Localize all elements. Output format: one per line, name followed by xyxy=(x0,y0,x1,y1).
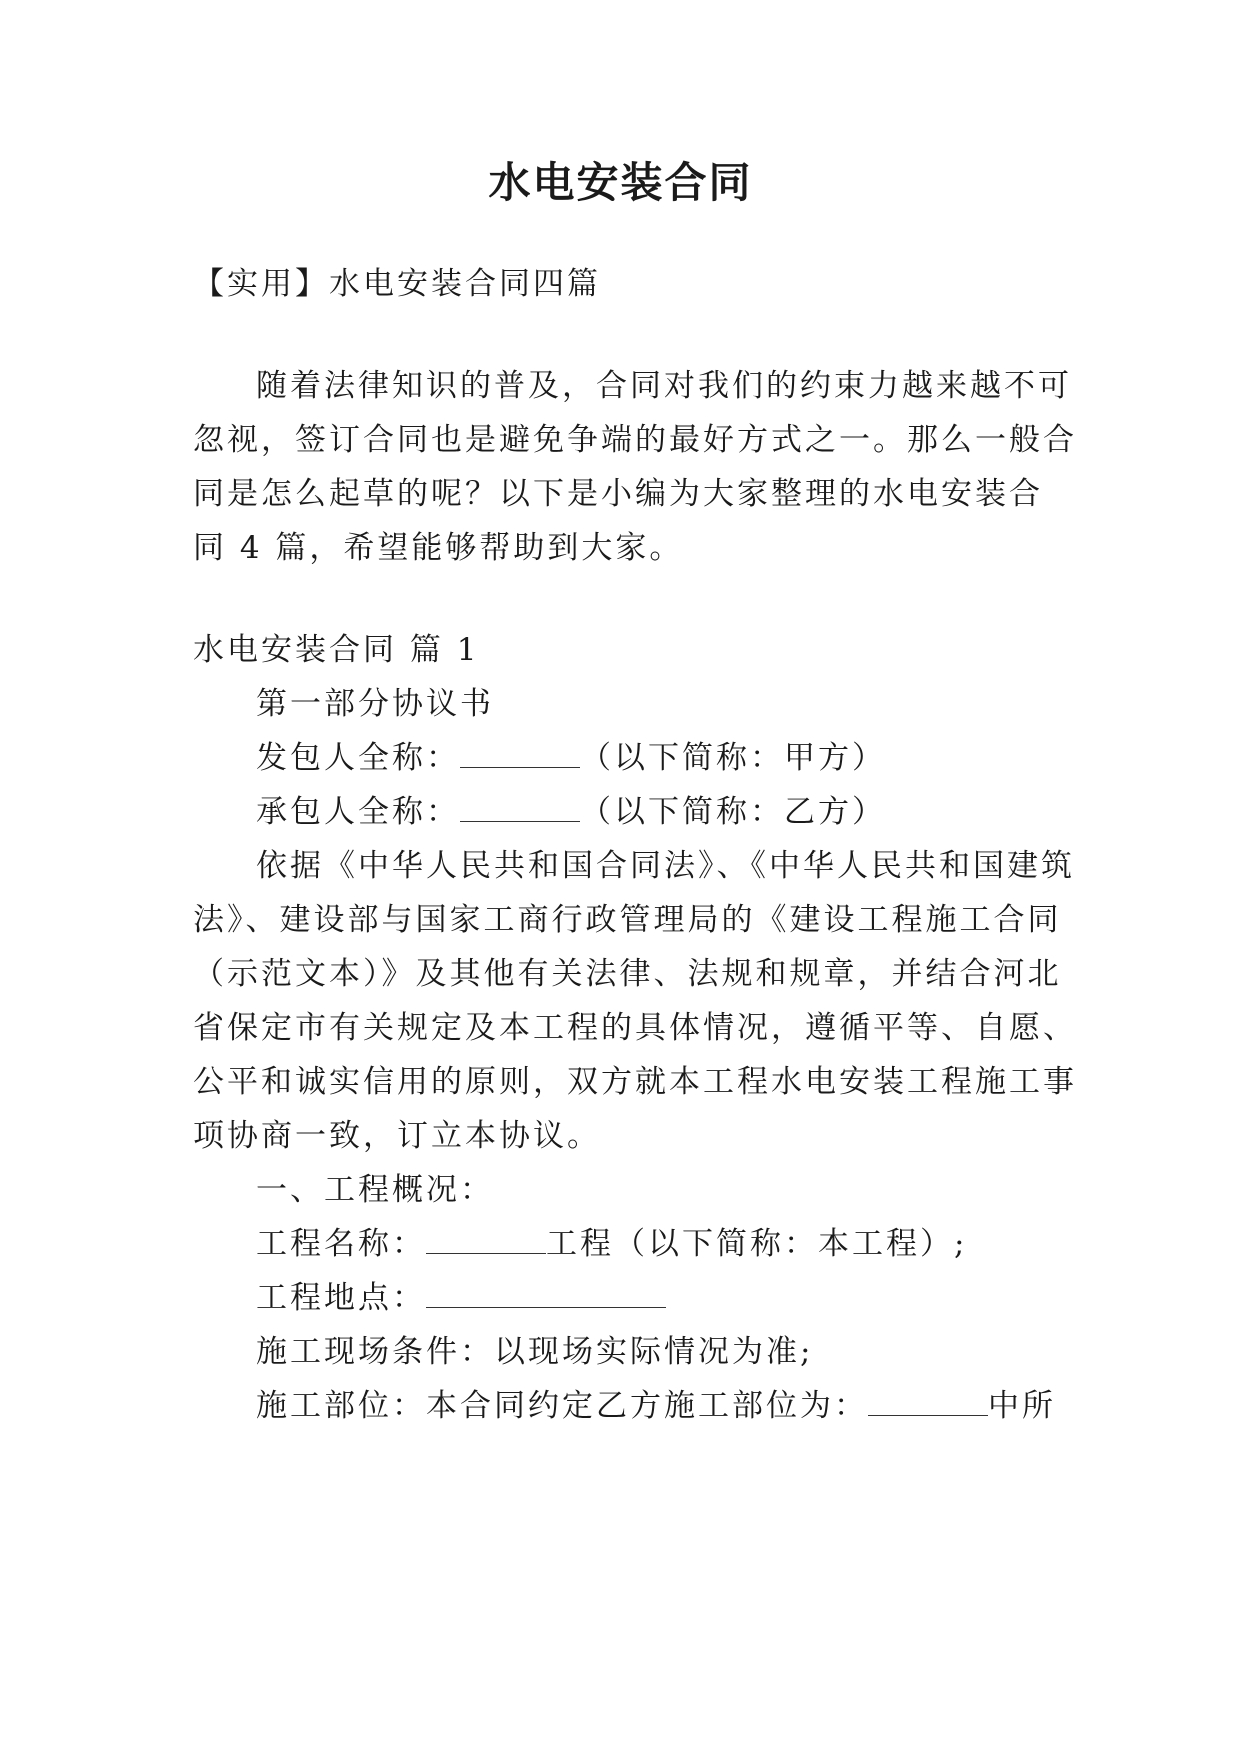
document-subtitle: 【实用】水电安装合同四篇 xyxy=(193,266,601,302)
basis-line-5: 公平和诚实信用的原则，双方就本工程水电安装工程施工事 xyxy=(193,1064,1077,1100)
project-location-blank xyxy=(426,1281,666,1308)
basis-line-6: 项协商一致，订立本协议。 xyxy=(193,1118,601,1154)
intro-line-4: 同 4 篇，希望能够帮助到大家。 xyxy=(193,530,684,566)
party-b-suffix: （以下简称：乙方） xyxy=(580,794,886,830)
intro-line-1: 随着法律知识的普及，合同对我们的约束力越来越不可 xyxy=(256,368,1072,404)
construction-part-label: 施工部位：本合同约定乙方施工部位为： xyxy=(256,1388,868,1424)
project-location-line xyxy=(256,1278,666,1318)
basis-line-4: 省保定市有关规定及本工程的具体情况，遵循平等、自愿、 xyxy=(193,1010,1077,1046)
project-name-label: 工程名称： xyxy=(256,1226,426,1262)
party-b-line xyxy=(256,792,886,832)
basis-line-2: 法》、建设部与国家工商行政管理局的《建设工程施工合同 xyxy=(193,902,1062,938)
construction-part-suffix: 中所 xyxy=(988,1388,1056,1424)
construction-part-blank xyxy=(868,1389,988,1416)
site-conditions-line: 施工现场条件：以现场实际情况为准; xyxy=(256,1334,814,1370)
basis-line-3: （示范文本）》及其他有关法律、法规和规章，并结合河北 xyxy=(193,956,1062,992)
intro-line-2: 忽视，签订合同也是避免争端的最好方式之一。那么一般合 xyxy=(193,422,1077,458)
project-name-line xyxy=(256,1224,967,1264)
project-name-blank xyxy=(426,1227,546,1254)
party-b-blank xyxy=(460,795,580,822)
project-name-suffix: 工程（以下简称：本工程）; xyxy=(546,1226,968,1262)
part-heading: 第一部分协议书 xyxy=(256,686,494,722)
construction-part-line xyxy=(256,1386,1056,1426)
party-a-blank xyxy=(460,741,580,768)
document-title: 水电安装合同 xyxy=(488,158,753,207)
basis-line-1: 依据《中华人民共和国合同法》、《中华人民共和国建筑 xyxy=(256,848,1075,884)
overview-heading: 一、工程概况： xyxy=(256,1172,494,1208)
party-b-label: 承包人全称： xyxy=(256,794,460,830)
project-location-label: 工程地点： xyxy=(256,1280,426,1316)
section-heading: 水电安装合同 篇 1 xyxy=(193,632,480,668)
party-a-line xyxy=(256,738,886,778)
party-a-label: 发包人全称： xyxy=(256,740,460,776)
party-a-suffix: （以下简称：甲方） xyxy=(580,740,886,776)
intro-line-3: 同是怎么起草的呢？以下是小编为大家整理的水电安装合 xyxy=(193,476,1043,512)
